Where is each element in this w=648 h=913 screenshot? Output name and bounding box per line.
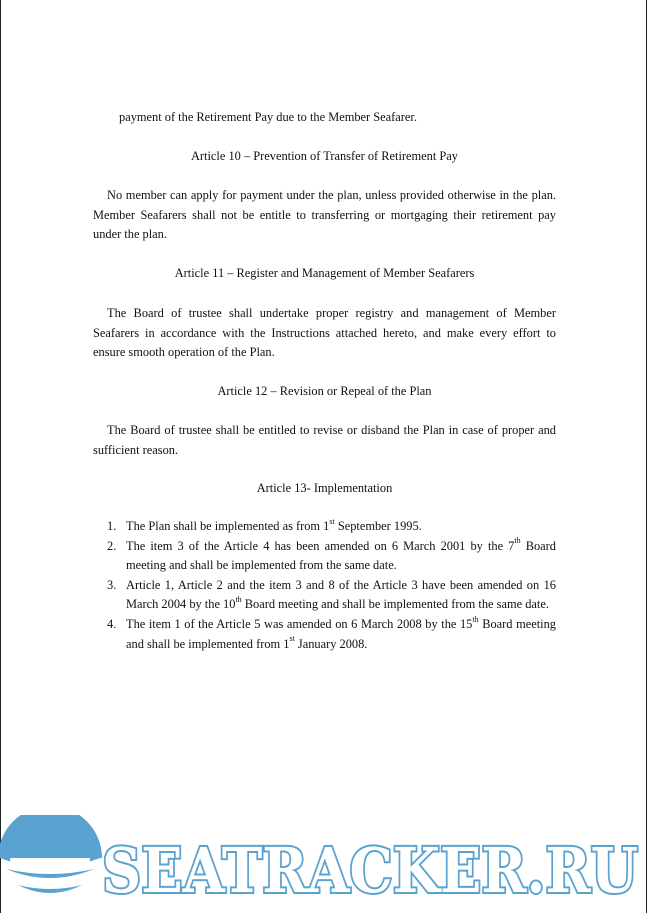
- list-item: [93, 537, 556, 576]
- list-item-number: 3.: [107, 577, 117, 592]
- page-border-right: [646, 0, 647, 913]
- watermark: [0, 815, 648, 913]
- implementation-list: [93, 517, 556, 654]
- list-item-text: September 1995.: [334, 519, 422, 533]
- list-item-text: The item 1 of the Article 5 was amended on 6 March 2008 by the 15: [126, 616, 473, 631]
- page-border-left: [0, 0, 1, 913]
- list-item: [93, 615, 556, 654]
- article-12-body: The Board of trustee shall be entitled to revise or disband the Plan in case of proper and sufficient reason.: [93, 423, 556, 457]
- article-11-body: The Board of trustee shall undertake proper registry and management of Member Seafarers in accordance with the Instructions attached hereto, and make every effort to ensure smooth operation of the Plan.: [93, 306, 556, 360]
- article-10-title: Article 10 – Prevention of Transfer of Retirement Pay: [190, 149, 459, 163]
- ordinal-suffix: st: [289, 634, 295, 644]
- continuation-text: payment of the Retirement Pay due to the Member Seafarer.: [119, 110, 417, 124]
- list-item-text: Article 1, Article 2 and the item 3 and 8 of the Article 3 have been amended on 16 March 2004 by the 10: [126, 577, 556, 612]
- list-item-text: Board meeting and shall be implemented from 1: [126, 616, 557, 651]
- article-13-title: Article 13- Implementation: [256, 481, 393, 495]
- list-item-text: The Plan shall be implemented as from 1: [126, 519, 330, 533]
- ordinal-suffix: th: [235, 595, 242, 605]
- article-12-title: Article 12 – Revision or Repeal of the Plan: [217, 384, 432, 398]
- list-item-number: 2.: [107, 538, 117, 553]
- list-item-number: 1.: [107, 519, 117, 533]
- ordinal-suffix: th: [514, 536, 521, 546]
- list-item-text: The item 3 of the Article 4 has been amended on 6 March 2001 by the 7: [126, 538, 515, 553]
- article-10-body: No member can apply for payment under the plan, unless provided otherwise in the plan. Member Seafarers shall not be entitle to transferring or mortgaging their retirement pay under the plan.: [93, 188, 556, 242]
- list-item: [93, 517, 556, 537]
- list-item-text: January 2008.: [294, 636, 368, 651]
- article-11-title: Article 11 – Register and Management of Member Seafarers: [174, 266, 475, 280]
- watermark-text: SEATRACKER.RU: [102, 834, 638, 907]
- list-item: [93, 576, 556, 615]
- list-item-number: 4.: [107, 616, 117, 631]
- ordinal-suffix: st: [329, 516, 335, 526]
- sun-logo-icon: [0, 815, 102, 893]
- list-item-text: Board meeting and shall be implemented from the same date.: [126, 538, 556, 573]
- ordinal-suffix: th: [472, 614, 479, 624]
- list-item-text: Board meeting and shall be implemented from the same date.: [241, 597, 549, 612]
